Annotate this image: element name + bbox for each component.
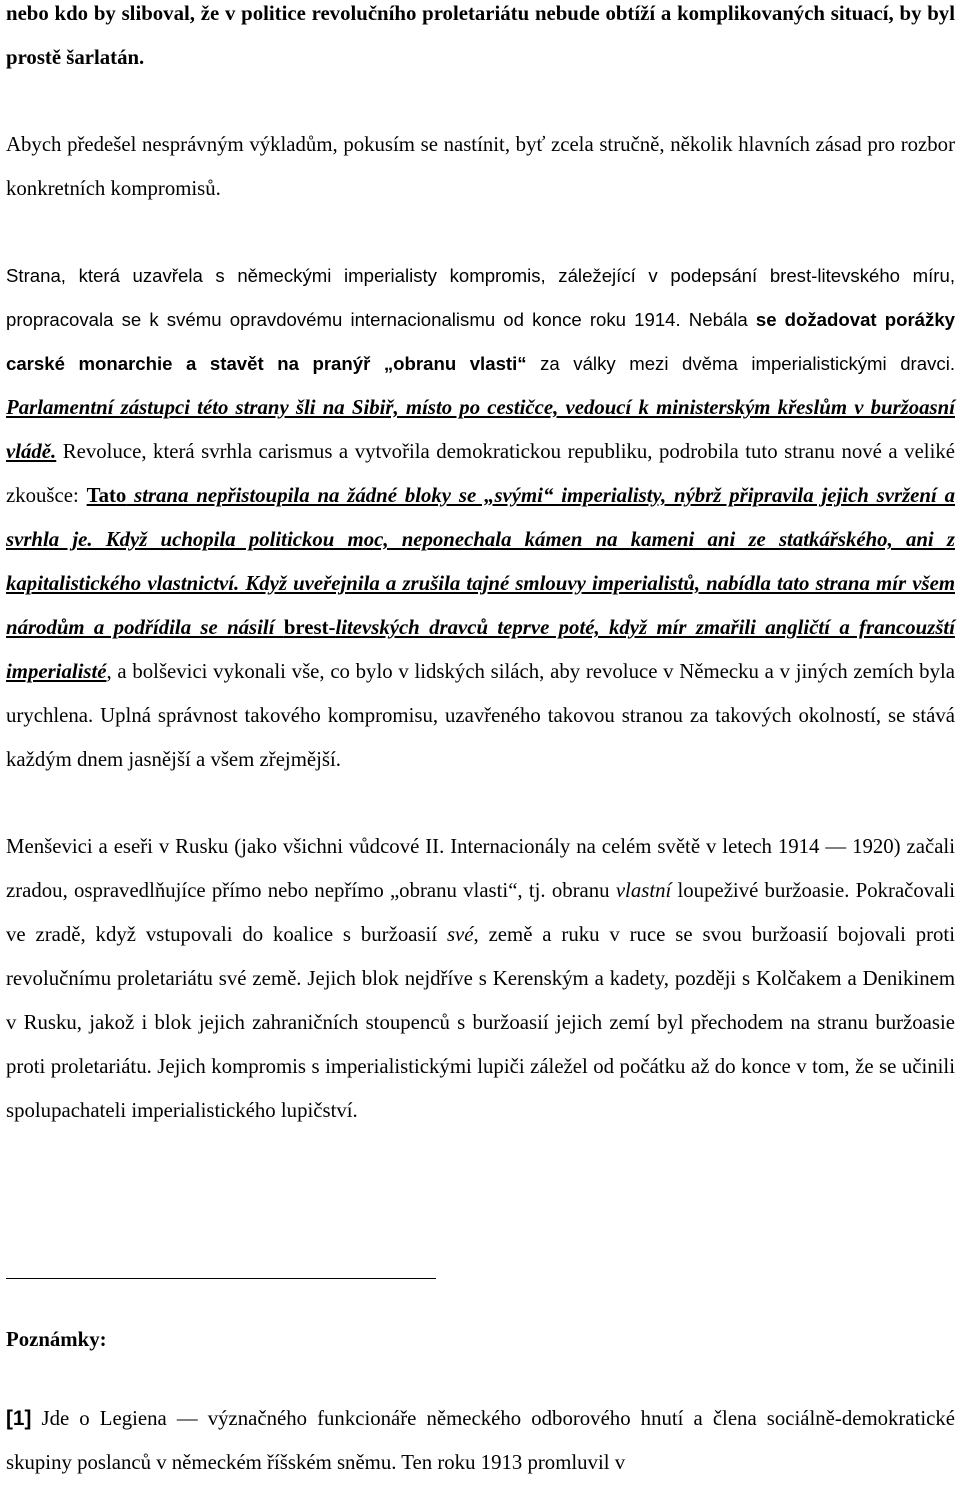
paragraph-4-span-1: Menševici a eseři v Rusku (jako všichni vůdcové II. Internacionály na celém světě v letech 1914 — 1920) začali zradou, ospravedlňujíce přímo nebo nepřímo „obranu vlasti“, tj. obranu (6, 835, 955, 902)
document-body (6, 0, 955, 1133)
paragraph-4-span-3: loupeživé buržoasie. Pokračovali ve zradě, když vstupovali do koalice s buržoasií (6, 879, 955, 946)
paragraph-3-span-4: Parlamentní zástupci této strany šli na Sibiř, místo po cestičce, vedoucí k ministerským křeslům v buržoasní vládě. (6, 396, 955, 463)
paragraph-2-text: Abych předešel nesprávným výkladům, pokusím se nastínit, byť zcela stručně, několik hlavních zásad pro rozbor konkretních kompromisů. (6, 133, 955, 200)
paragraph-2 (6, 123, 955, 211)
paragraph-3-span-8: brest- (283, 616, 336, 639)
paragraph-3 (6, 254, 955, 782)
paragraph-3-span-9: litevských dravců teprve poté, když mír zmařili angličtí a francouzští imperialisté (6, 616, 955, 683)
paragraph-4 (6, 825, 955, 1133)
footnote-1-ref: [1] (6, 1407, 32, 1430)
paragraph-1 (6, 0, 955, 80)
paragraph-3-span-7: strana nepřistoupila na žádné bloky se „svými“ imperialisty, nýbrž připravila jejich svržení a svrhla je. Když uchopila politickou moc, neponechala kámen na kameni ani ze statkářského, ani z kapitalistického vlastnictví. Když uveřejnila a zrušila tajné smlouvy imperialistů, nabídla tato strana mír všem národům a podřídila se násilí (6, 484, 956, 639)
paragraph-4-span-2: vlastní (615, 879, 672, 902)
paragraph-3-span-1: Strana, která uzavřela s německými imperialisty kompromis, záležející v podepsání brest-litevského míru, propracovala se k svému opravdovému internacionalismu od konce roku 1914. Nebála (6, 265, 955, 330)
paragraph-3-span-5: Revoluce, která svrhla carismus a vytvořila demokratickou republiku, podrobila tuto stranu nové a veliké zkoušce: (6, 440, 955, 507)
footnote-1 (6, 1397, 955, 1485)
paragraph-1-text: nebo kdo by sliboval, že v politice revolučního proletariátu nebude obtíží a komplikovaných situací, by byl prostě šarlatán. (6, 2, 955, 69)
paragraph-3-span-3: za války mezi dvěma imperialistickými dravci. (526, 353, 955, 374)
paragraph-3-span-10: , a bolševici vykonali vše, co bylo v lidských silách, aby revoluce v Německu a v jiných zemích byla urychlena. Uplná správnost takového kompromisu, uzavřeného takovou stranou za takových okolností, se stává každým dnem jasnější a všem zřejmější. (6, 660, 955, 771)
paragraph-4-span-4: své (446, 923, 474, 946)
paragraph-3-span-6: Tato (86, 484, 127, 507)
footnote-separator (6, 1278, 436, 1279)
paragraph-3-span-2: se dožadovat porážky carské monarchie a stavět na pranýř „obranu vlasti“ (6, 309, 956, 374)
notes-heading: Poznámky: (6, 1328, 107, 1351)
paragraph-4-span-5: , země a ruku v ruce se svou buržoasií bojovali proti revolučnímu proletariátu své země. Jejich blok nejdříve s Kerenským a kadety, později s Kolčakem a Denikinem v Rusku, jakož i blok jejich zahraničních stoupenců s buržoasií jejich zemí byl přechodem na stranu buržoasie proti proletariátu. Jejich kompromis s imperialistickými lupiči záležel od počátku až do konce v tom, že se učinili spolupachateli imperialistického lupičství. (6, 923, 955, 1122)
footnote-1-text: Jde o Legiena — význačného funkcionáře německého odborového hnutí a člena sociálně-demokratické skupiny poslanců v německém říšském sněmu. Ten roku 1913 promluvil v (6, 1407, 955, 1474)
